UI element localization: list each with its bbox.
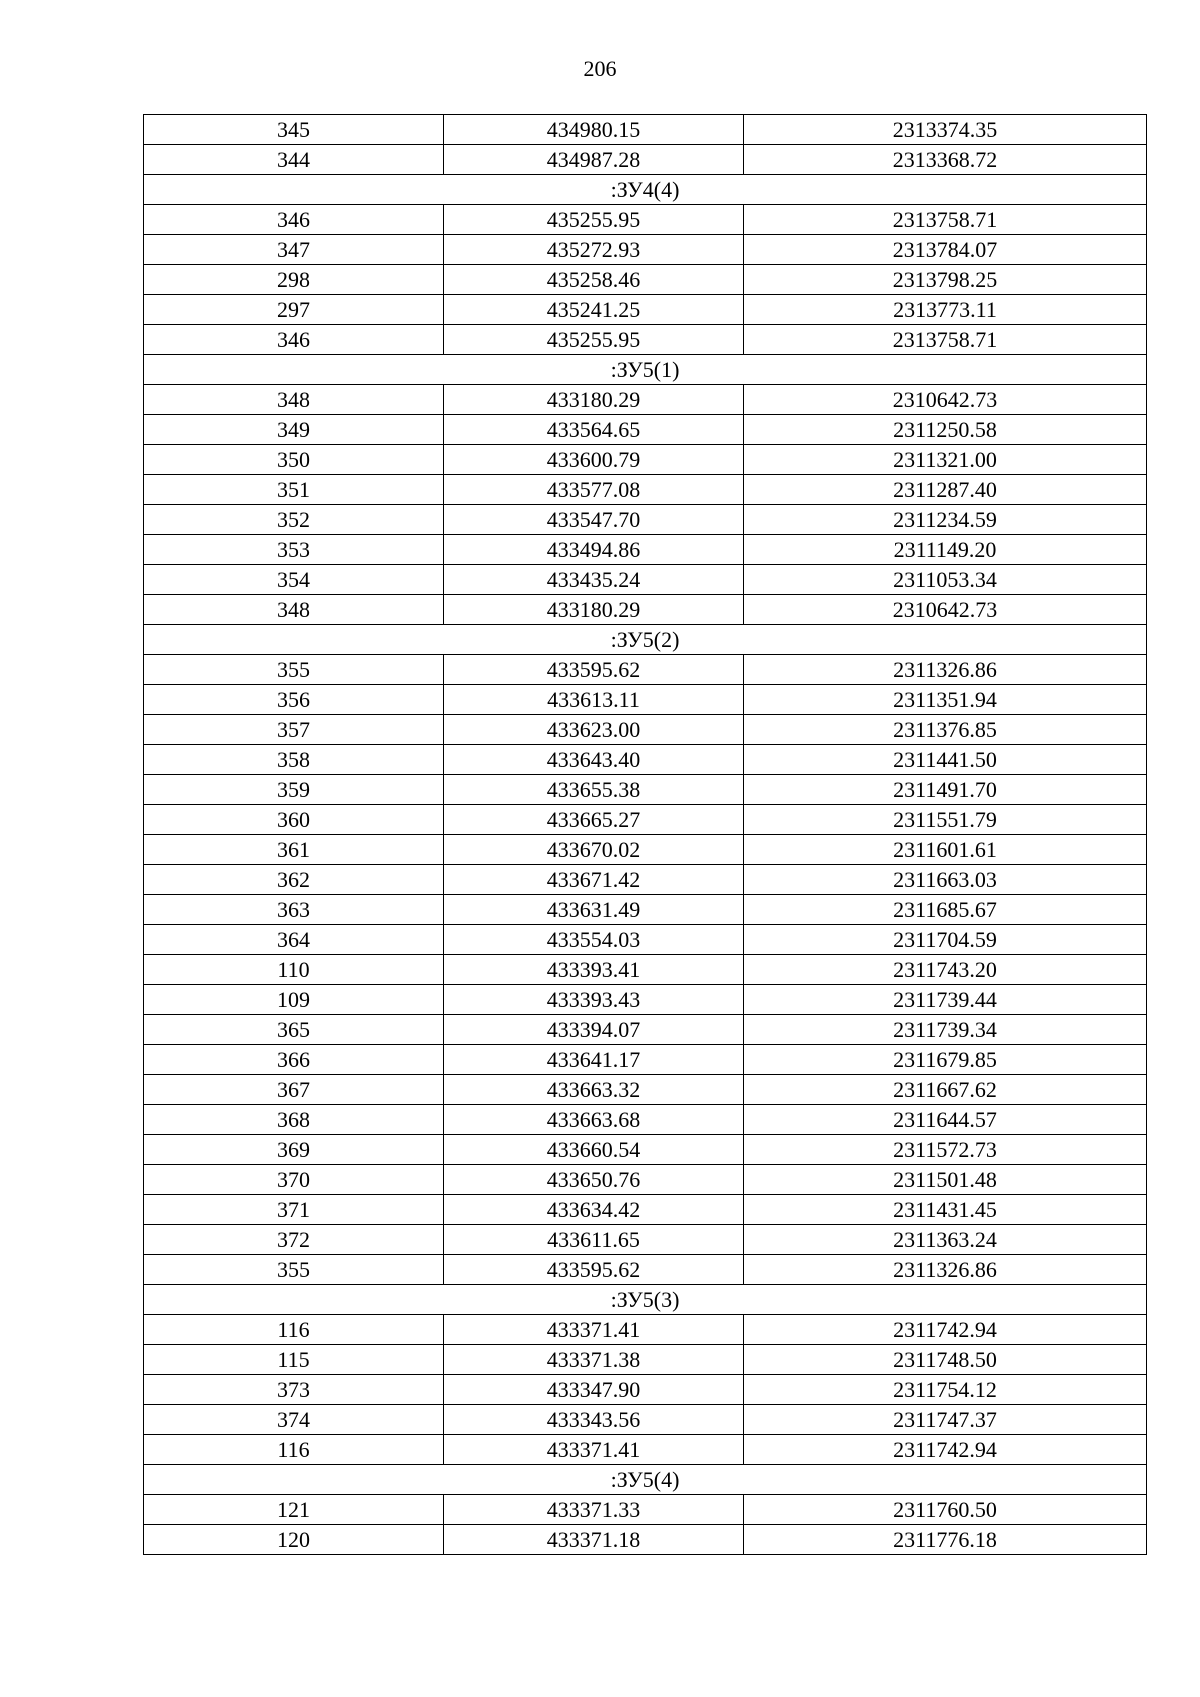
- point-number-cell: 370: [144, 1165, 444, 1195]
- table-row: [144, 1315, 1147, 1345]
- table-row: [144, 805, 1147, 835]
- x-coordinate-cell: 433564.65: [444, 415, 744, 445]
- x-coordinate-cell: 433634.42: [444, 1195, 744, 1225]
- point-number-cell: 116: [144, 1435, 444, 1465]
- x-coordinate-cell: 433670.02: [444, 835, 744, 865]
- y-coordinate-cell: 2311326.86: [744, 1255, 1147, 1285]
- x-coordinate-cell: 433435.24: [444, 565, 744, 595]
- x-coordinate-cell: 433595.62: [444, 1255, 744, 1285]
- table-row: [144, 1375, 1147, 1405]
- point-number-cell: 346: [144, 205, 444, 235]
- y-coordinate-cell: 2311685.67: [744, 895, 1147, 925]
- point-number-cell: 363: [144, 895, 444, 925]
- point-number-cell: 372: [144, 1225, 444, 1255]
- y-coordinate-cell: 2311760.50: [744, 1495, 1147, 1525]
- table-row: [144, 325, 1147, 355]
- table-row: [144, 955, 1147, 985]
- x-coordinate-cell: 433577.08: [444, 475, 744, 505]
- x-coordinate-cell: 433180.29: [444, 385, 744, 415]
- point-number-cell: 110: [144, 955, 444, 985]
- y-coordinate-cell: 2310642.73: [744, 385, 1147, 415]
- x-coordinate-cell: 433547.70: [444, 505, 744, 535]
- y-coordinate-cell: 2313798.25: [744, 265, 1147, 295]
- table-row: [144, 1075, 1147, 1105]
- x-coordinate-cell: 433671.42: [444, 865, 744, 895]
- point-number-cell: 356: [144, 685, 444, 715]
- table-row: [144, 1105, 1147, 1135]
- section-heading-row: [144, 1465, 1147, 1495]
- point-number-cell: 374: [144, 1405, 444, 1435]
- y-coordinate-cell: 2311501.48: [744, 1165, 1147, 1195]
- x-coordinate-cell: 433600.79: [444, 445, 744, 475]
- table-row: [144, 865, 1147, 895]
- point-number-cell: 369: [144, 1135, 444, 1165]
- y-coordinate-cell: 2311363.24: [744, 1225, 1147, 1255]
- table-row: [144, 835, 1147, 865]
- x-coordinate-cell: 433623.00: [444, 715, 744, 745]
- x-coordinate-cell: 433180.29: [444, 595, 744, 625]
- point-number-cell: 371: [144, 1195, 444, 1225]
- section-heading: :ЗУ5(1): [144, 355, 1147, 385]
- x-coordinate-cell: 433393.43: [444, 985, 744, 1015]
- y-coordinate-cell: 2311441.50: [744, 745, 1147, 775]
- y-coordinate-cell: 2311748.50: [744, 1345, 1147, 1375]
- point-number-cell: 357: [144, 715, 444, 745]
- x-coordinate-cell: 435272.93: [444, 235, 744, 265]
- point-number-cell: 347: [144, 235, 444, 265]
- y-coordinate-cell: 2313368.72: [744, 145, 1147, 175]
- x-coordinate-cell: 435255.95: [444, 325, 744, 355]
- table-row: [144, 1435, 1147, 1465]
- point-number-cell: 120: [144, 1525, 444, 1555]
- table-row: [144, 895, 1147, 925]
- y-coordinate-cell: 2311551.79: [744, 805, 1147, 835]
- table-row: [144, 595, 1147, 625]
- y-coordinate-cell: 2311742.94: [744, 1435, 1147, 1465]
- table-row: [144, 115, 1147, 145]
- y-coordinate-cell: 2313784.07: [744, 235, 1147, 265]
- point-number-cell: 345: [144, 115, 444, 145]
- point-number-cell: 348: [144, 595, 444, 625]
- point-number-cell: 355: [144, 655, 444, 685]
- point-number-cell: 109: [144, 985, 444, 1015]
- point-number-cell: 351: [144, 475, 444, 505]
- table-row: [144, 655, 1147, 685]
- point-number-cell: 373: [144, 1375, 444, 1405]
- table-row: [144, 1045, 1147, 1075]
- x-coordinate-cell: 435241.25: [444, 295, 744, 325]
- point-number-cell: 359: [144, 775, 444, 805]
- table-row: [144, 1225, 1147, 1255]
- point-number-cell: 298: [144, 265, 444, 295]
- point-number-cell: 366: [144, 1045, 444, 1075]
- table-row: [144, 1195, 1147, 1225]
- table-row: [144, 775, 1147, 805]
- table-row: [144, 505, 1147, 535]
- y-coordinate-cell: 2311742.94: [744, 1315, 1147, 1345]
- section-heading: :ЗУ5(3): [144, 1285, 1147, 1315]
- table-row: [144, 1015, 1147, 1045]
- point-number-cell: 349: [144, 415, 444, 445]
- point-number-cell: 350: [144, 445, 444, 475]
- y-coordinate-cell: 2313374.35: [744, 115, 1147, 145]
- y-coordinate-cell: 2311679.85: [744, 1045, 1147, 1075]
- x-coordinate-cell: 433655.38: [444, 775, 744, 805]
- y-coordinate-cell: 2311704.59: [744, 925, 1147, 955]
- table-row: [144, 445, 1147, 475]
- y-coordinate-cell: 2311250.58: [744, 415, 1147, 445]
- y-coordinate-cell: 2311776.18: [744, 1525, 1147, 1555]
- table-row: [144, 1255, 1147, 1285]
- y-coordinate-cell: 2313758.71: [744, 325, 1147, 355]
- point-number-cell: 353: [144, 535, 444, 565]
- point-number-cell: 116: [144, 1315, 444, 1345]
- section-heading: :ЗУ5(4): [144, 1465, 1147, 1495]
- table-row: [144, 1495, 1147, 1525]
- y-coordinate-cell: 2311739.44: [744, 985, 1147, 1015]
- y-coordinate-cell: 2311326.86: [744, 655, 1147, 685]
- section-heading: :ЗУ5(2): [144, 625, 1147, 655]
- point-number-cell: 346: [144, 325, 444, 355]
- x-coordinate-cell: 433371.41: [444, 1435, 744, 1465]
- x-coordinate-cell: 433371.18: [444, 1525, 744, 1555]
- y-coordinate-cell: 2313758.71: [744, 205, 1147, 235]
- table-row: [144, 535, 1147, 565]
- y-coordinate-cell: 2311667.62: [744, 1075, 1147, 1105]
- x-coordinate-cell: 434980.15: [444, 115, 744, 145]
- y-coordinate-cell: 2311644.57: [744, 1105, 1147, 1135]
- table-row: [144, 205, 1147, 235]
- y-coordinate-cell: 2311376.85: [744, 715, 1147, 745]
- y-coordinate-cell: 2311601.61: [744, 835, 1147, 865]
- section-heading-row: [144, 625, 1147, 655]
- x-coordinate-cell: 434987.28: [444, 145, 744, 175]
- x-coordinate-cell: 433393.41: [444, 955, 744, 985]
- x-coordinate-cell: 433631.49: [444, 895, 744, 925]
- table-row: [144, 235, 1147, 265]
- table-row: [144, 295, 1147, 325]
- x-coordinate-cell: 433343.56: [444, 1405, 744, 1435]
- y-coordinate-cell: 2311431.45: [744, 1195, 1147, 1225]
- point-number-cell: 355: [144, 1255, 444, 1285]
- y-coordinate-cell: 2313773.11: [744, 295, 1147, 325]
- x-coordinate-cell: 433595.62: [444, 655, 744, 685]
- coordinates-table-body: [144, 115, 1147, 1555]
- y-coordinate-cell: 2311739.34: [744, 1015, 1147, 1045]
- y-coordinate-cell: 2311491.70: [744, 775, 1147, 805]
- table-row: [144, 715, 1147, 745]
- table-row: [144, 145, 1147, 175]
- x-coordinate-cell: 433371.41: [444, 1315, 744, 1345]
- table-row: [144, 1345, 1147, 1375]
- y-coordinate-cell: 2311747.37: [744, 1405, 1147, 1435]
- x-coordinate-cell: 433663.68: [444, 1105, 744, 1135]
- x-coordinate-cell: 433641.17: [444, 1045, 744, 1075]
- section-heading-row: [144, 355, 1147, 385]
- table-row: [144, 1165, 1147, 1195]
- x-coordinate-cell: 433663.32: [444, 1075, 744, 1105]
- table-row: [144, 985, 1147, 1015]
- table-row: [144, 475, 1147, 505]
- point-number-cell: 364: [144, 925, 444, 955]
- y-coordinate-cell: 2311053.34: [744, 565, 1147, 595]
- point-number-cell: 115: [144, 1345, 444, 1375]
- page-number: 206: [583, 56, 617, 81]
- y-coordinate-cell: 2311321.00: [744, 445, 1147, 475]
- table-row: [144, 685, 1147, 715]
- point-number-cell: 344: [144, 145, 444, 175]
- y-coordinate-cell: 2311743.20: [744, 955, 1147, 985]
- point-number-cell: 358: [144, 745, 444, 775]
- coordinates-table: [143, 114, 1147, 1555]
- point-number-cell: 362: [144, 865, 444, 895]
- point-number-cell: 368: [144, 1105, 444, 1135]
- y-coordinate-cell: 2311234.59: [744, 505, 1147, 535]
- x-coordinate-cell: 433494.86: [444, 535, 744, 565]
- point-number-cell: 121: [144, 1495, 444, 1525]
- x-coordinate-cell: 433371.38: [444, 1345, 744, 1375]
- x-coordinate-cell: 433665.27: [444, 805, 744, 835]
- y-coordinate-cell: 2311149.20: [744, 535, 1147, 565]
- section-heading-row: [144, 1285, 1147, 1315]
- table-row: [144, 1135, 1147, 1165]
- x-coordinate-cell: 435255.95: [444, 205, 744, 235]
- x-coordinate-cell: 433650.76: [444, 1165, 744, 1195]
- table-row: [144, 925, 1147, 955]
- point-number-cell: 352: [144, 505, 444, 535]
- x-coordinate-cell: 433611.65: [444, 1225, 744, 1255]
- x-coordinate-cell: 433643.40: [444, 745, 744, 775]
- point-number-cell: 348: [144, 385, 444, 415]
- x-coordinate-cell: 433371.33: [444, 1495, 744, 1525]
- table-row: [144, 265, 1147, 295]
- section-heading: :ЗУ4(4): [144, 175, 1147, 205]
- x-coordinate-cell: 433613.11: [444, 685, 744, 715]
- y-coordinate-cell: 2310642.73: [744, 595, 1147, 625]
- table-row: [144, 1405, 1147, 1435]
- point-number-cell: 297: [144, 295, 444, 325]
- point-number-cell: 365: [144, 1015, 444, 1045]
- x-coordinate-cell: 433347.90: [444, 1375, 744, 1405]
- y-coordinate-cell: 2311572.73: [744, 1135, 1147, 1165]
- x-coordinate-cell: 433394.07: [444, 1015, 744, 1045]
- y-coordinate-cell: 2311663.03: [744, 865, 1147, 895]
- table-row: [144, 415, 1147, 445]
- x-coordinate-cell: 435258.46: [444, 265, 744, 295]
- y-coordinate-cell: 2311351.94: [744, 685, 1147, 715]
- y-coordinate-cell: 2311754.12: [744, 1375, 1147, 1405]
- table-row: [144, 1525, 1147, 1555]
- point-number-cell: 360: [144, 805, 444, 835]
- point-number-cell: 361: [144, 835, 444, 865]
- table-row: [144, 565, 1147, 595]
- x-coordinate-cell: 433660.54: [444, 1135, 744, 1165]
- table-row: [144, 745, 1147, 775]
- table-row: [144, 385, 1147, 415]
- point-number-cell: 354: [144, 565, 444, 595]
- x-coordinate-cell: 433554.03: [444, 925, 744, 955]
- y-coordinate-cell: 2311287.40: [744, 475, 1147, 505]
- section-heading-row: [144, 175, 1147, 205]
- point-number-cell: 367: [144, 1075, 444, 1105]
